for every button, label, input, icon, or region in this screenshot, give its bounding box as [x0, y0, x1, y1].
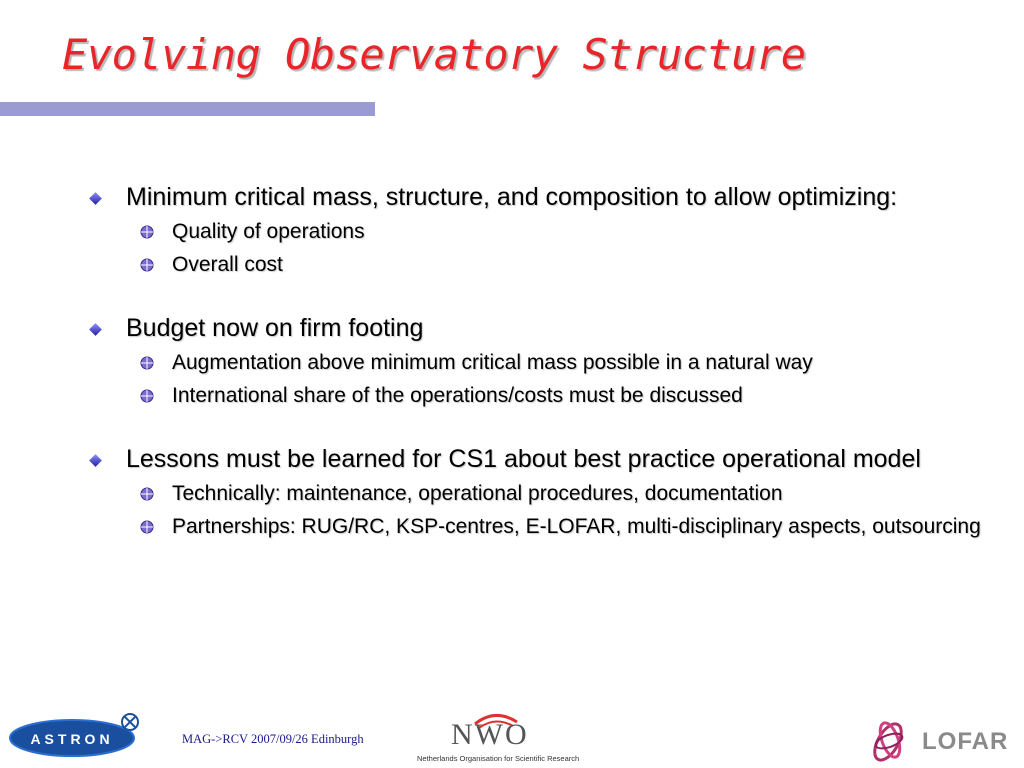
sub-bullet-item [84, 481, 984, 507]
astron-logo-text: ASTRON [30, 731, 114, 747]
sub-bullet-item [84, 219, 984, 245]
bullet-group-1 [84, 182, 984, 278]
sub-bullet-text: Partnerships: RUG/RC, KSP-centres, E-LOFAR, multi-disciplinary aspects, outsourcing [172, 515, 981, 538]
footer-meeting-info: MAG->RCV 2007/09/26 Edinburgh [182, 732, 364, 746]
sub-bullet-text: International share of the operations/costs must be discussed [172, 384, 743, 407]
lofar-logo-text: LOFAR [922, 728, 1009, 755]
sub-bullet-item [84, 350, 984, 376]
astron-logo [8, 710, 148, 766]
bullet-text: Minimum critical mass, structure, and composition to allow optimizing: [126, 183, 898, 211]
globe-bullet-icon [140, 356, 154, 370]
bullet-text: Lessons must be learned for CS1 about best practice operational model [126, 445, 921, 473]
sub-bullet-text: Technically: maintenance, operational procedures, documentation [172, 482, 783, 505]
slide-content [84, 182, 984, 575]
bullet-item [84, 313, 984, 343]
globe-bullet-icon [140, 389, 154, 403]
sub-bullet-item [84, 514, 984, 540]
globe-bullet-icon [140, 487, 154, 501]
sub-bullet-item [84, 252, 984, 278]
slide-title: Evolving Observatory Structure [62, 30, 806, 79]
nwo-logo-text: NWO [451, 718, 529, 751]
bullet-item [84, 444, 984, 474]
sub-bullet-text: Overall cost [172, 253, 283, 276]
lofar-spiral-icon [862, 712, 918, 768]
bullet-group-3 [84, 444, 984, 540]
bullet-text: Budget now on firm footing [126, 314, 424, 342]
diamond-bullet-icon [89, 454, 102, 467]
sub-bullet-text: Quality of operations [172, 220, 365, 243]
sub-bullet-item [84, 383, 984, 409]
lofar-logo [862, 712, 1022, 768]
globe-bullet-icon [140, 225, 154, 239]
bullet-group-2 [84, 313, 984, 409]
diamond-bullet-icon [89, 323, 102, 336]
globe-bullet-icon [140, 258, 154, 272]
nwo-logo [415, 710, 615, 768]
globe-bullet-icon [140, 520, 154, 534]
bullet-item [84, 182, 984, 212]
diamond-bullet-icon [89, 192, 102, 205]
nwo-subtitle: Netherlands Organisation for Scientific Research [417, 754, 580, 763]
sub-bullet-text: Augmentation above minimum critical mass possible in a natural way [172, 351, 813, 374]
title-underline-bar [0, 102, 375, 116]
